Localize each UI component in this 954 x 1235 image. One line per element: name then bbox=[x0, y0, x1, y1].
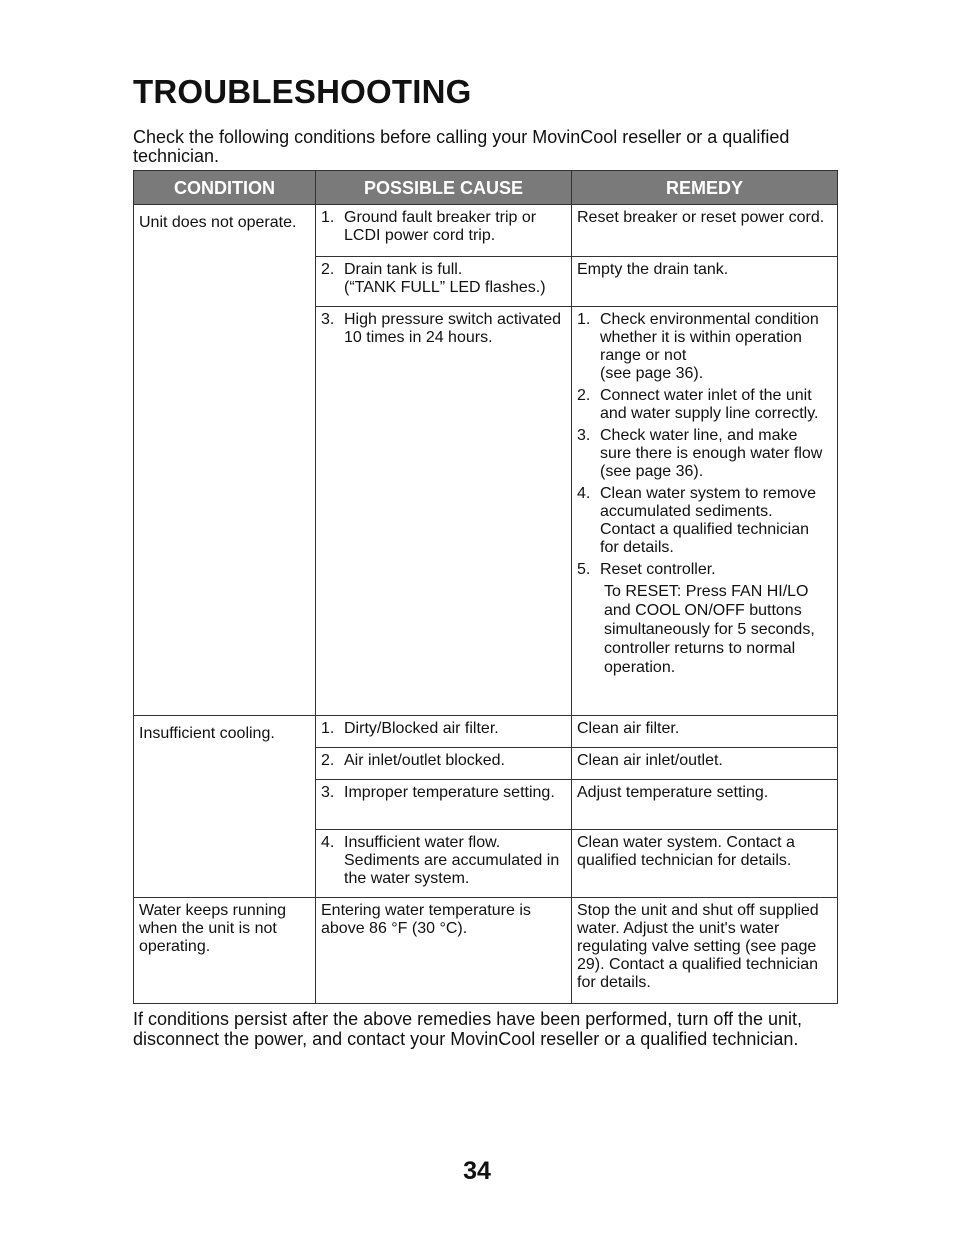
cause-item: 1. Ground fault breaker trip or LCDI power cord trip. bbox=[321, 209, 537, 244]
cause-item: 3. Improper temperature setting. bbox=[321, 784, 555, 801]
remedy-item: 2. Connect water inlet of the unit and water supply line correctly. bbox=[577, 387, 819, 422]
remedy-cell: Empty the drain tank. bbox=[572, 257, 838, 307]
table-row bbox=[134, 716, 838, 748]
cause-item: 4. Insufficient water flow. Sediments are accumulated in the water system. bbox=[321, 834, 560, 887]
cause-cell bbox=[316, 205, 572, 257]
header-possible-cause: POSSIBLE CAUSE bbox=[316, 171, 572, 205]
cause-cell bbox=[316, 257, 572, 307]
remedy-item: 1. Check environmental condition whether it is within operation range or not (see page 36). bbox=[577, 311, 819, 382]
table-header-row bbox=[134, 171, 838, 205]
cause-item: 1. Dirty/Blocked air filter. bbox=[321, 720, 499, 737]
remedy-cell: Clean air inlet/outlet. bbox=[572, 748, 838, 780]
remedy-item: 3. Check water line, and make sure there is enough water flow (see page 36). bbox=[577, 427, 823, 480]
cause-item: 2. Drain tank is full. (“TANK FULL” LED flashes.) bbox=[321, 261, 546, 296]
intro-paragraph: Check the following conditions before calling your MovinCool reseller or a qualified technician. bbox=[133, 127, 790, 166]
cause-item: 3. High pressure switch activated 10 times in 24 hours. bbox=[321, 311, 561, 346]
cause-cell bbox=[316, 748, 572, 780]
cause-cell: Entering water temperature is above 86 °F (30 °C). bbox=[316, 898, 572, 1004]
remedy-cell: Adjust temperature setting. bbox=[572, 780, 838, 830]
remedy-item: 5. Reset controller. To RESET: Press FAN HI/LO and COOL ON/OFF buttons simultaneously for 5 seconds, controller returns to normal operation. bbox=[577, 561, 832, 677]
remedy-cell bbox=[572, 307, 838, 716]
condition-cell: Unit does not operate. bbox=[134, 205, 316, 716]
page-number: 34 bbox=[463, 1157, 491, 1185]
cause-cell bbox=[316, 780, 572, 830]
closing-paragraph: If conditions persist after the above remedies have been performed, turn off the unit, disconnect the power, and contact your MovinCool reseller or a qualified technician. bbox=[133, 1009, 803, 1049]
remedy-item: 4. Clean water system to remove accumulated sediments. Contact a qualified technician for details. bbox=[577, 485, 817, 556]
cause-item: 2. Air inlet/outlet blocked. bbox=[321, 752, 505, 769]
table-row bbox=[134, 898, 838, 1004]
page-title: TROUBLESHOOTING bbox=[133, 73, 472, 110]
reset-instructions: To RESET: Press FAN HI/LO and COOL ON/OFF buttons simultaneously for 5 seconds, controller returns to normal operation. bbox=[604, 583, 815, 676]
remedy-cell: Stop the unit and shut off supplied water. Adjust the unit's water regulating valve setting (see page 29). Contact a qualified technician for details. bbox=[572, 898, 838, 1004]
cause-cell bbox=[316, 307, 572, 716]
cause-cell bbox=[316, 716, 572, 748]
remedy-cell: Clean water system. Contact a qualified technician for details. bbox=[572, 830, 838, 898]
header-remedy: REMEDY bbox=[572, 171, 838, 205]
condition-cell: Insufficient cooling. bbox=[134, 716, 316, 898]
remedy-cell: Reset breaker or reset power cord. bbox=[572, 205, 838, 257]
cause-cell bbox=[316, 830, 572, 898]
remedy-cell: Clean air filter. bbox=[572, 716, 838, 748]
condition-cell: Water keeps running when the unit is not operating. bbox=[134, 898, 316, 1004]
header-condition: CONDITION bbox=[134, 171, 316, 205]
troubleshooting-table bbox=[133, 170, 838, 1004]
table-row bbox=[134, 205, 838, 257]
